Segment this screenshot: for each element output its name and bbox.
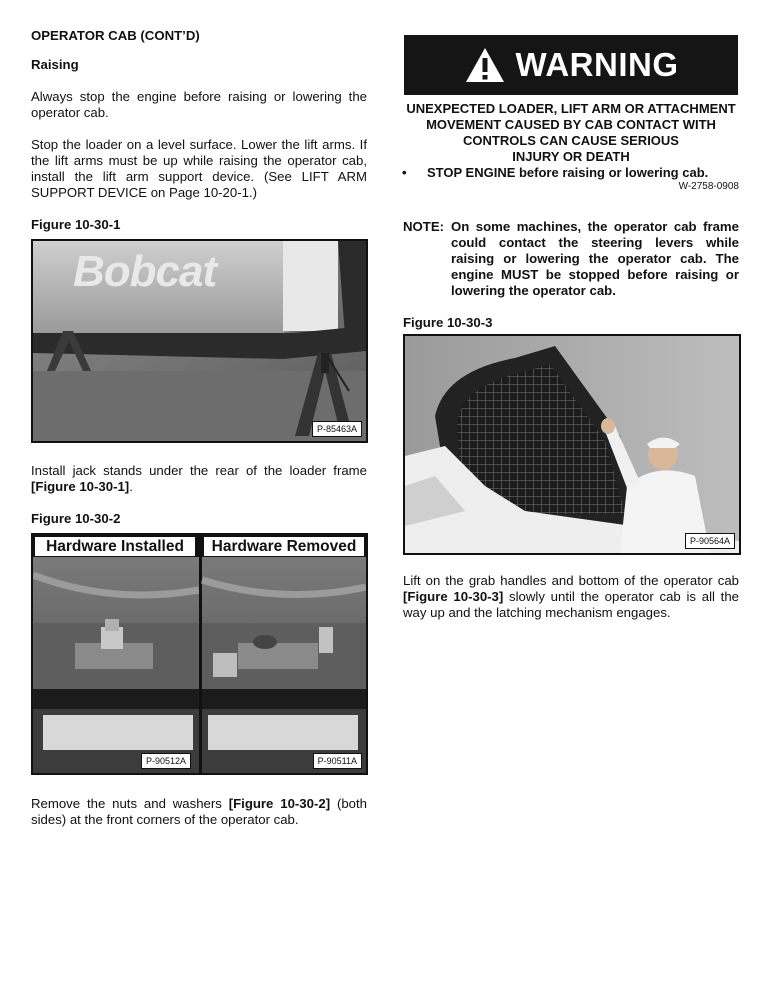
figure-3-title: Figure 10-30-3 (403, 315, 493, 330)
figure-1-photo (31, 239, 368, 443)
warning-bullet: • (402, 165, 407, 180)
figure-2-image (33, 535, 366, 773)
warning-code: W-2758-0908 (678, 181, 739, 192)
warning-message (402, 101, 740, 165)
figure-2-reference[interactable]: [Figure 10-30-2] (228, 796, 331, 811)
para3-end: . (129, 479, 133, 494)
para3-text: Install jack stands under the rear of the loader frame (31, 463, 367, 478)
para5-text: Lift on the grab handles and bottom of the operator cab (403, 573, 739, 588)
note-text: On some machines, the operator cab frame could contact the steering levers while raising or lowering the operator cab. The engine MUST be stopped before raising or lowering the operator cab. (451, 219, 739, 298)
hardware-installed-label: Hardware Installed (35, 537, 195, 556)
warning-title: WARNING (515, 46, 679, 83)
hardware-removed-label: Hardware Removed (204, 537, 364, 556)
warning-action: STOP ENGINE before raising or lowering cab. (427, 165, 709, 180)
paragraph-lift-cab (403, 573, 739, 621)
note-label: NOTE: (403, 219, 445, 234)
warning-line-3: CONTROLS CAN CAUSE SERIOUS (463, 133, 679, 148)
figure-2-title: Figure 10-30-2 (31, 511, 121, 526)
figure-3-reference[interactable]: [Figure 10-30-3] (403, 589, 504, 604)
para4-end: (both sides) at the front corners of the operator cab. (31, 796, 367, 827)
paragraph-remove-nuts (31, 796, 367, 828)
figure-3-image (405, 336, 739, 553)
figure-1-title: Figure 10-30-1 (31, 217, 121, 232)
subheading: Raising (31, 57, 79, 72)
section-heading: OPERATOR CAB (CONT’D) (31, 28, 200, 43)
bobcat-logo: Bobcat (73, 247, 217, 296)
figure-1-tag: P-85463A (312, 421, 362, 437)
warning-line-4: INJURY OR DEATH (512, 149, 630, 164)
figure-2-tag-left: P-90512A (141, 753, 191, 769)
figure-3-photo (403, 334, 741, 555)
para5-end: slowly until the operator cab is all the way up and the latching mechanism engages. (403, 589, 740, 620)
warning-line-2: MOVEMENT CAUSED BY CAB CONTACT WITH (426, 117, 716, 132)
warning-triangle-icon (464, 46, 506, 84)
paragraph-jack-stands (31, 463, 367, 495)
figure-3-tag: P-90564A (685, 533, 735, 549)
warning-line-1: UNEXPECTED LOADER, LIFT ARM OR ATTACHMENT (406, 101, 736, 116)
para4-text: Remove the nuts and washers (31, 796, 229, 811)
figure-2-photo (31, 533, 368, 775)
warning-banner (404, 35, 738, 95)
figure-2-tag-right: P-90511A (313, 753, 362, 769)
paragraph-stop-engine: Always stop the engine before raising or lowering the operator cab. (31, 89, 367, 120)
paragraph-level-surface: Stop the loader on a level surface. Lower the lift arms. If the lift arms must be up while raising the operator cab, install the lift arm support device. (See LIFT ARM SUPPORT DEVICE on Page 10-20-1.) (31, 137, 367, 200)
figure-1-reference[interactable]: [Figure 10-30-1] (31, 479, 130, 494)
